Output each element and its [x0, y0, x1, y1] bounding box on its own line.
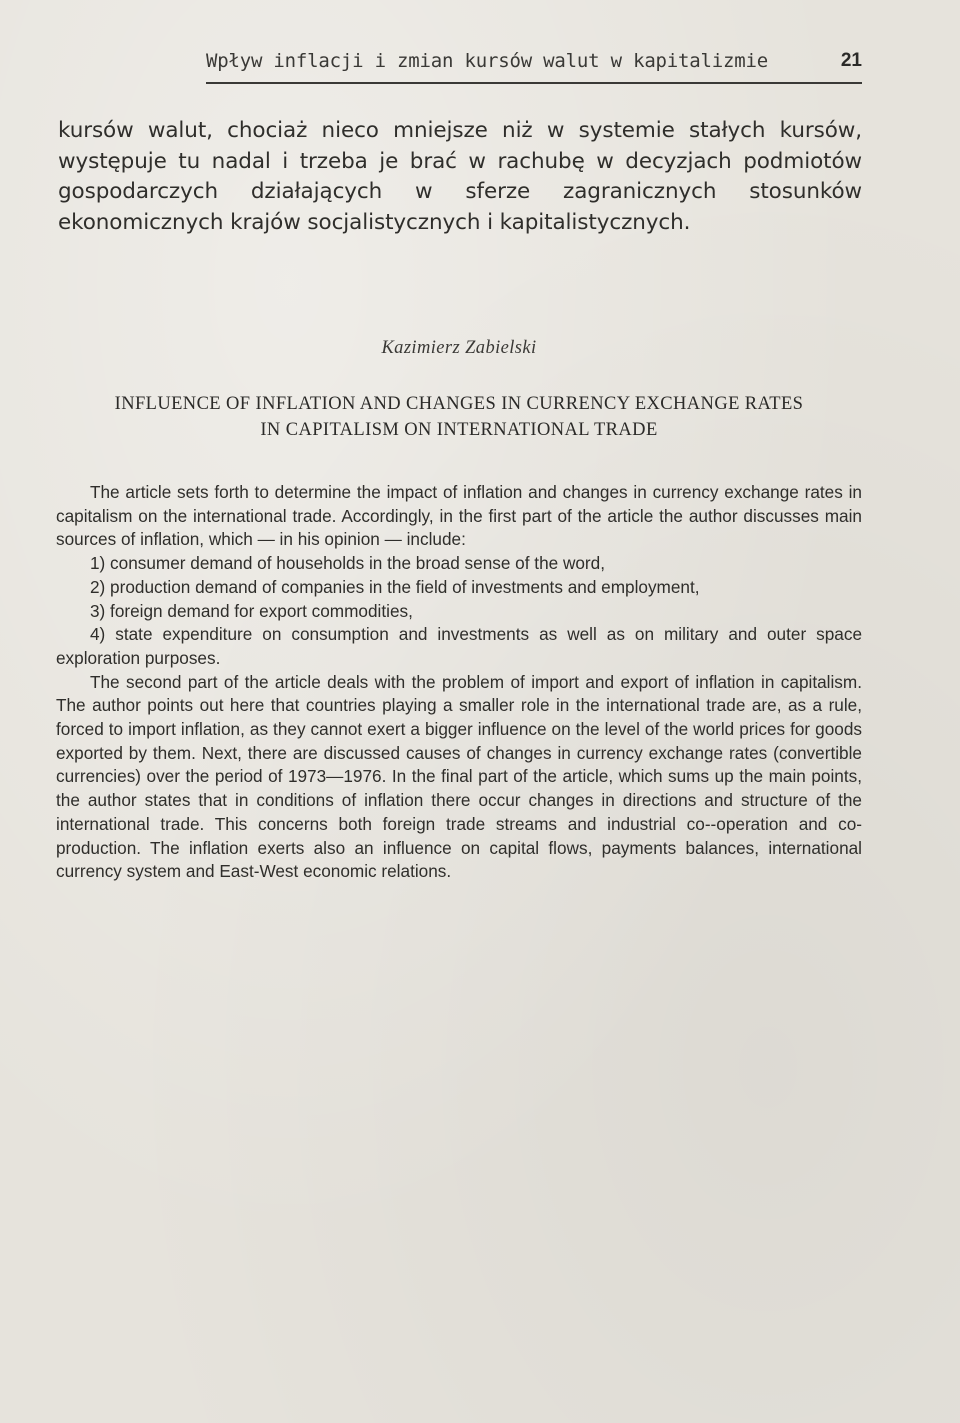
page-number: 21	[840, 50, 862, 71]
running-title: Wpływ inflacji i zmian kursów walut w kapitalizmie	[206, 50, 768, 72]
list-item: 4) state expenditure on consumption and investments as well as on military and outer space exploration purposes.	[56, 624, 862, 668]
article-title-line-2: IN CAPITALISM ON INTERNATIONAL TRADE	[260, 420, 658, 440]
article-title-line-1: INFLUENCE OF INFLATION AND CHANGES IN CURRENCY EXCHANGE RATES	[114, 394, 804, 414]
list-item: 1) consumer demand of households in the broad sense of the word,	[90, 553, 605, 574]
abstract	[56, 481, 862, 884]
running-header	[206, 44, 862, 84]
author-name: Kazimierz Zabielski	[381, 338, 537, 358]
article-title	[56, 391, 862, 443]
list-item: 2) production demand of companies in the field of investments and employment,	[90, 576, 700, 597]
abstract-intro: The article sets forth to determine the impact of inflation and changes in currency exchange rates in capitalism on the international trade. Accordingly, in the first part of the article the author discusses main sources of inflation, which — in his opinion — include:	[56, 482, 862, 550]
abstract-second-part: The second part of the article deals with the problem of import and export of inflation in capitalism. The author points out here that countries playing a smaller role in the international trade are, as a rule, forced to import inflation, as they cannot exert a bigger influence on the level of the world prices for goods exported by them. Next, there are discussed causes of changes in currency exchange rates (convertible currencies) over the period of 1973—1976. In the final part of the article, which sums up the main points, the author states that in conditions of inflation there occur changes in directions and structure of the international trade. This concerns both foreign trade streams and industrial co--operation and co-production. The inflation exerts also an influence on capital flows, payments balances, international currency system and East-West economic relations.	[56, 671, 862, 882]
polish-paragraph: kursów walut, chociaż nieco mniejsze niż w systemie stałych kursów, występuje tu nadal i trzeba je brać w rachubę w decyzjach podmiotów gospodarczych działających w sferze zagranicznych stosunków ekonomicznych krajów socjalistycznych i kapitalistycznych.	[58, 118, 862, 235]
list-item: 3) foreign demand for export commodities,	[90, 600, 413, 621]
